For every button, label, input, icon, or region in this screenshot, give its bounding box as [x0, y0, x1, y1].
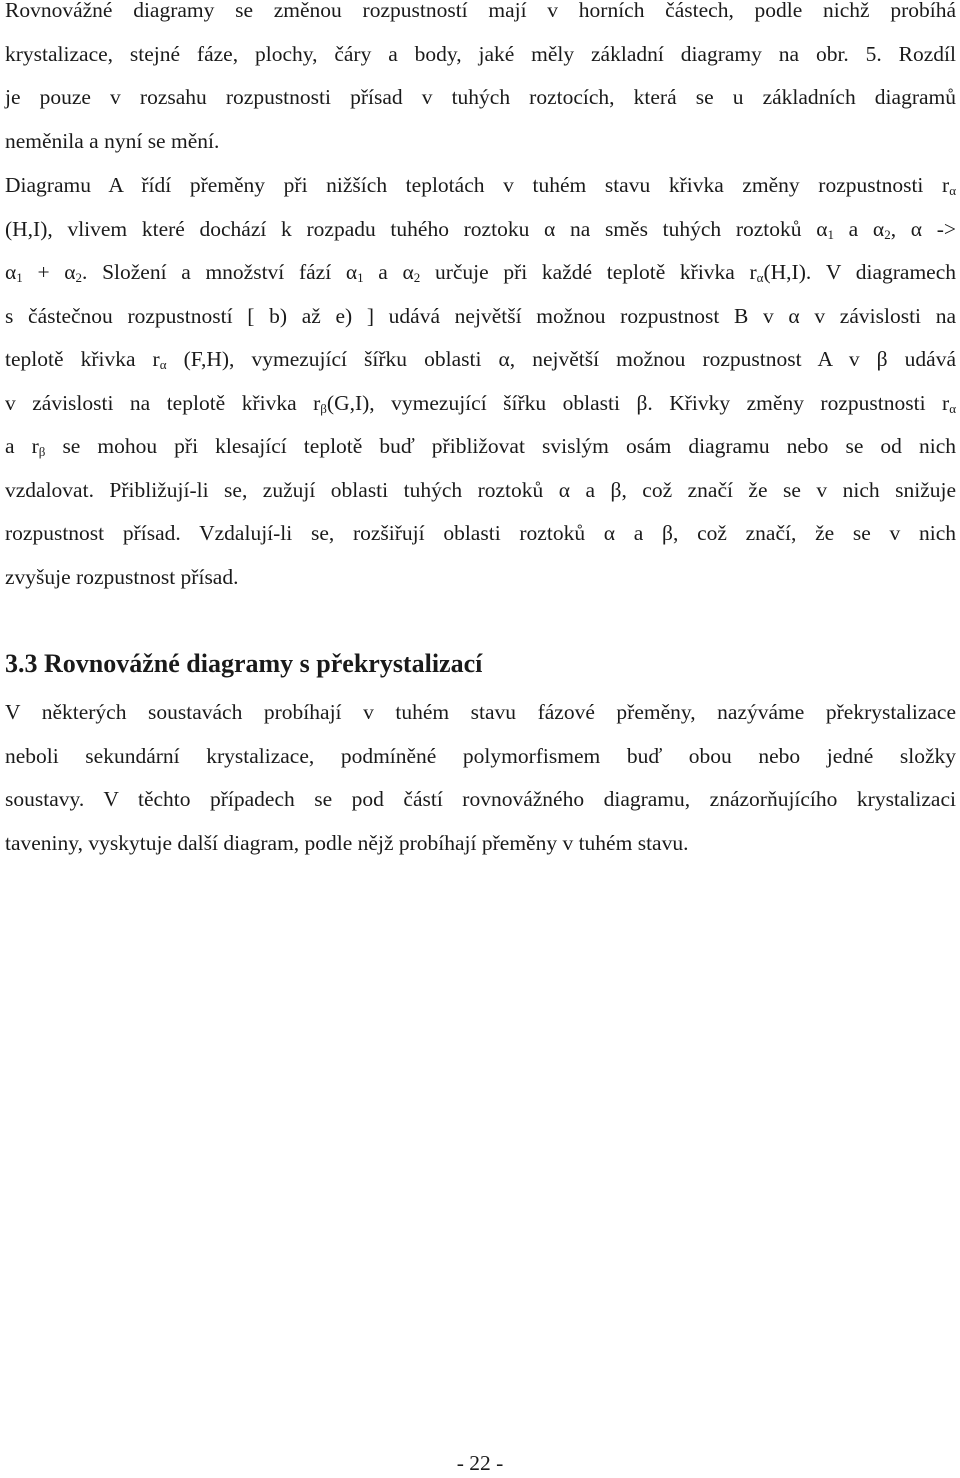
subscript: β	[38, 444, 46, 459]
text-run: a α	[833, 216, 885, 241]
text-run: vzdalovat. Přibližují-li se, zužují oblasti tuhých roztoků α a β, což značí že se v nich snižuje	[5, 477, 956, 502]
paragraph-1-line: neměnila a nyní se mění.	[5, 128, 220, 153]
paragraph-1-line: krystalizace, stejné fáze, plochy, čáry a body, jaké měly základní diagramy na obr. 5. Rozdíl	[5, 41, 956, 66]
text-run: + α	[22, 260, 76, 284]
paragraph-2-line	[5, 295, 956, 339]
paragraph-1	[5, 0, 956, 163]
text-run: (F,H), vymezující šířku oblasti α, největší možnou rozpustnost A v β udává	[166, 347, 957, 371]
subscript: α	[756, 270, 764, 285]
paragraph-2-line	[5, 469, 956, 513]
text-run: zvyšuje rozpustnost přísad.	[5, 564, 239, 589]
subscript: 2	[75, 270, 83, 285]
text-run: (H,I). V diagramech	[763, 260, 957, 284]
text-run: v závislosti na teplotě křivka r	[5, 390, 321, 415]
text-run: rozpustnost přísad. Vzdalují-li se, rozšiřují oblasti roztoků α a β, což značí, že se v nich	[5, 521, 956, 545]
paragraph-3-line: neboli sekundární krystalizace, podmíněné polymorfismem buď obou nebo jedné složky	[5, 743, 956, 768]
paragraph-2-line	[5, 251, 956, 295]
paragraph-2-line	[5, 425, 956, 469]
paragraph-2-line	[5, 208, 956, 252]
text-run: teplotě křivka r	[5, 347, 160, 371]
paragraph-1-line: Rovnovážné diagramy se změnou rozpustností mají v horních částech, podle nichž probíhá	[5, 0, 956, 22]
paragraph-2-line	[5, 338, 956, 382]
paragraph-2	[5, 164, 956, 599]
paragraph-3-line: taveniny, vyskytuje další diagram, podle nějž probíhají přeměny v tuhém stavu.	[5, 830, 689, 855]
text-run: . Složení a množství fází α	[82, 260, 358, 284]
subscript: β	[320, 400, 327, 416]
text-run: α	[5, 260, 17, 284]
paragraph-1-line: je pouze v rozsahu rozpustnosti přísad v tuhých roztocích, která se u základních diagramů	[5, 85, 956, 109]
text-run: se mohou při klesající teplotě buď přibližovat svislým osám diagramu nebo se od nich	[45, 434, 957, 458]
subscript: 2	[884, 226, 891, 242]
text-run: určuje při každé teplotě křivka r	[420, 260, 757, 284]
section-heading: 3.3 Rovnovážné diagramy s překrystalizací	[5, 649, 483, 678]
subscript: α	[949, 183, 956, 198]
page-number: - 22 -	[456, 1451, 504, 1475]
paragraph-2-line	[5, 556, 956, 600]
paragraph-2-line	[5, 382, 956, 426]
text-run: , α ->	[890, 216, 956, 241]
paragraph-3	[5, 691, 956, 865]
text-run: s částečnou rozpustností [ b) až e) ] udává největší možnou rozpustnost B v α v závislosti na	[5, 303, 956, 328]
subscript: 1	[827, 226, 834, 242]
text-run: (G,I), vymezující šířku oblasti β. Křivky změny rozpustnosti r	[326, 390, 950, 415]
paragraph-3-line: soustavy. V těchto případech se pod částí rovnovážného diagramu, znázorňujícího krystalizaci	[5, 787, 956, 811]
paragraph-3-line: V některých soustavách probíhají v tuhém stavu fázové přeměny, nazýváme překrystalizace	[5, 700, 956, 724]
subscript: 2	[413, 270, 421, 285]
text-run: a α	[363, 260, 414, 284]
subscript: α	[949, 400, 956, 416]
text-run: Diagramu A řídí přeměny při nižších teplotách v tuhém stavu křivka změny rozpustnosti r	[5, 173, 950, 197]
paragraph-2-line	[5, 164, 956, 208]
subscript: 1	[357, 270, 364, 285]
subscript: α	[159, 357, 167, 372]
text-run: a r	[5, 434, 39, 458]
subscript: 1	[16, 270, 23, 285]
page-footer	[0, 1448, 960, 1478]
text-run: (H,I), vlivem které dochází k rozpadu tuhého roztoku α na směs tuhých roztoků α	[5, 216, 828, 241]
paragraph-2-line	[5, 512, 956, 556]
